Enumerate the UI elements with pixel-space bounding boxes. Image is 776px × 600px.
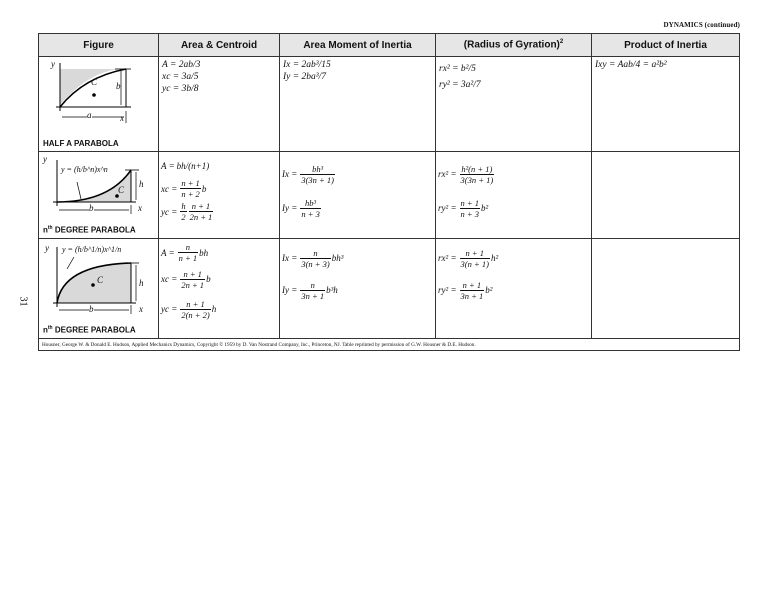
rx-formula: rx² = $\frac{\text{h²(n + 1)}}{3(3n + 1)}$ [438, 163, 494, 185]
area-formula: A = $\frac{n}{n + 1}$ bh [161, 242, 209, 263]
gyration-cell [436, 152, 592, 239]
centroid-label: C [91, 77, 98, 87]
yc-formula: yc = $\frac{n + 1}{2(n + 2)}$ h [161, 298, 217, 320]
area-centroid-cell [159, 57, 280, 152]
area-centroid-cell [159, 152, 280, 239]
yc-formula: yc = 3b/8 [162, 84, 199, 94]
table-row [39, 57, 740, 152]
moment-cell [280, 239, 436, 339]
ry-formula: ry² = $\frac{n + 1}{n + 3}$ b² [438, 197, 489, 219]
ix-formula: Ix = $\frac{n}{3(n + 3)}$ bh³ [282, 247, 344, 269]
reference-note: Housner, George W. & Donald E. Hudson, Applied Mechanics Dynamics, Copyright © 1959 by D. Van Nostrand Company, Inc., Princeton, NJ. Table reprinted by permission of G.W. Housner & D.E. Hudson. [39, 339, 740, 351]
xc-formula: xc = 3a/5 [162, 72, 199, 82]
dim-a-label: a [87, 110, 92, 120]
col-header-product: Product of Inertia [592, 34, 740, 57]
table-row [39, 152, 740, 239]
figure-caption: $n^{th}$ DEGREE PARABOLA [43, 325, 136, 335]
moment-cell [280, 57, 436, 152]
xc-formula: xc = $\frac{n + 1}{2n + 1}$ b [161, 268, 211, 290]
area-centroid-cell [159, 239, 280, 339]
ry-formula: ry² = 3a²/7 [439, 80, 481, 90]
page-header: DYNAMICS (continued) [663, 21, 740, 29]
col-header-area-centroid: Area & Centroid [159, 34, 280, 57]
ix-formula: Ix = $\frac{\text{bh³}}{3(3n + 1)}$ [282, 163, 334, 185]
dim-b-label: b [89, 203, 94, 213]
table-row [39, 239, 740, 339]
ix-formula: Ix = 2ab³/15 [283, 60, 331, 70]
ry-formula: ry² = $\frac{n + 1}{3n + 1}$ b² [438, 279, 493, 301]
figure-cell [39, 239, 159, 339]
curve-equation: y = (h/b^1/n)x^1/n [62, 245, 122, 254]
moment-cell [280, 152, 436, 239]
dim-h-label: h [139, 278, 144, 288]
figure-cell [39, 57, 159, 152]
product-cell [592, 239, 740, 339]
yc-formula: yc = $\frac{h}{2}$ $\frac{n + 1}{2n + 1}$ [161, 201, 213, 222]
page-number: 31 [17, 296, 29, 307]
col-header-moment: Area Moment of Inertia [280, 34, 436, 57]
curve-equation: y = (h/b^n)x^n [61, 165, 108, 174]
col-header-gyration: (Radius of Gyration)$^2$ [436, 34, 592, 57]
axis-x-label: x [120, 113, 124, 123]
product-cell [592, 152, 740, 239]
iy-formula: Iy = $\frac{n}{3n + 1}$ b³h [282, 279, 338, 301]
iy-formula: Iy = 2ba³/7 [283, 72, 327, 82]
gyration-cell [436, 57, 592, 152]
area-formula: A = 2ab/3 [162, 60, 201, 70]
col-header-figure: Figure [39, 34, 159, 57]
figure-caption: $n^{th}$ DEGREE PARABOLA [43, 225, 136, 235]
centroid-label: C [118, 185, 125, 195]
ixy-formula: Ixy = Aab/4 = a²b² [595, 60, 667, 70]
axis-y-label: y [51, 59, 55, 69]
rx-formula: rx² = b²/5 [439, 64, 476, 74]
product-cell [592, 57, 740, 152]
table-header-row [39, 34, 740, 57]
dim-h-label: h [139, 179, 144, 189]
dim-b-label: b [89, 304, 94, 314]
reference-row [39, 339, 740, 351]
axis-y-label: y [45, 243, 49, 253]
axis-x-label: x [138, 203, 142, 213]
iy-formula: Iy = $\frac{\text{hb³}}{n + 3}$ [282, 197, 320, 219]
gyration-cell [436, 239, 592, 339]
axis-y-label: y [43, 154, 47, 164]
centroid-label: C [97, 275, 104, 285]
half-parabola-diagram [39, 57, 157, 137]
properties-table [38, 33, 740, 351]
xc-formula: xc = $\frac{n + 1}{n + 2}$ b [161, 178, 207, 199]
axis-x-label: x [139, 304, 143, 314]
figure-caption: HALF A PARABOLA [43, 139, 119, 148]
dim-b-label: b [116, 81, 121, 91]
figure-cell [39, 152, 159, 239]
area-formula: A = bh/(n+1) [161, 160, 210, 171]
rx-formula: rx² = $\frac{n + 1}{3(n + 1)}$ h² [438, 247, 499, 269]
